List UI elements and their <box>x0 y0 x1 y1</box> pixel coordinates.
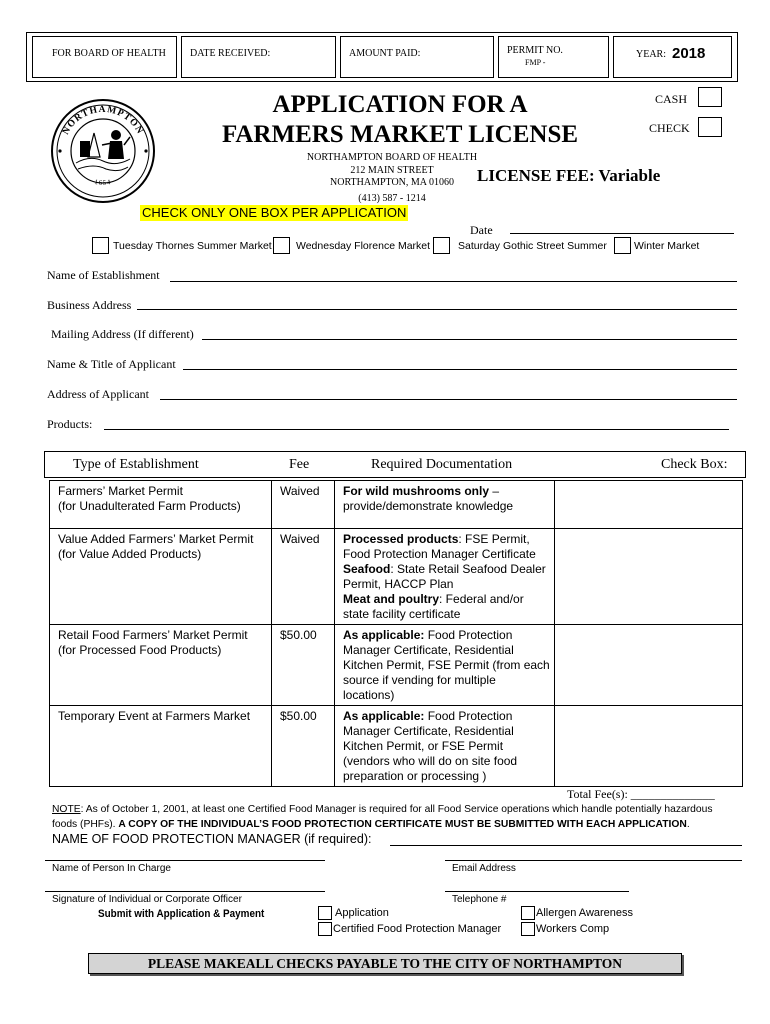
fee-cell: $50.00 <box>272 625 335 706</box>
email-input[interactable] <box>445 860 742 861</box>
type-cell <box>50 625 272 706</box>
market-checkbox-winter[interactable] <box>614 237 631 254</box>
signature-input[interactable] <box>45 891 325 892</box>
type-name: Value Added Farmers’ Market Permit <box>58 532 254 546</box>
check-payment-checkbox[interactable] <box>698 117 722 137</box>
signature-label: Signature of Individual or Corporate Officer <box>52 894 242 905</box>
cash-label: CASH <box>655 92 688 106</box>
check-label: CHECK <box>649 121 690 135</box>
type-cell <box>50 529 272 625</box>
date-line[interactable] <box>510 233 734 234</box>
mailing-address-input[interactable] <box>202 339 737 340</box>
person-in-charge-input[interactable] <box>45 860 325 861</box>
note-bold: A COPY OF THE INDIVIDUAL’S FOOD PROTECTION CERTIFICATE MUST BE SUBMITTED WITH EACH APPLICATION <box>118 819 687 830</box>
doc-text: provide/demonstrate knowledge <box>343 499 514 513</box>
type-desc: (for Unadulterated Farm Products) <box>58 499 241 513</box>
certificate-label: Certified Food Protection Manager <box>333 923 502 935</box>
doc-bold: Meat and poultry <box>343 592 440 606</box>
fee-cell: Waived <box>272 481 335 529</box>
market-checkbox-saturday[interactable] <box>433 237 450 254</box>
type-name: Retail Food Farmers’ Market Permit <box>58 628 248 642</box>
type-desc: (for Value Added Products) <box>58 547 202 561</box>
title-line-2: FARMERS MARKET LICENSE <box>221 121 579 148</box>
page-title <box>218 90 582 150</box>
telephone-label: Telephone # <box>452 894 507 905</box>
docs-cell <box>335 706 555 787</box>
email-label: Email Address <box>452 863 516 874</box>
permit-no-label: PERMIT NO. <box>507 45 563 56</box>
address-line-1: NORTHAMPTON BOARD OF HEALTH <box>306 152 478 163</box>
applicant-input[interactable] <box>183 369 737 370</box>
header-docs: Required Documentation <box>371 457 513 472</box>
seal-bottom-text: 1654 <box>93 177 113 187</box>
address-line-2: 212 MAIN STREET <box>350 164 434 176</box>
row-checkbox-farmers[interactable] <box>555 481 743 529</box>
business-address-input[interactable] <box>137 309 737 310</box>
business-address-label: Business Address <box>47 298 132 312</box>
applicant-address-label: Address of Applicant <box>47 387 149 401</box>
docs-cell <box>335 529 555 625</box>
applicant-address-input[interactable] <box>160 399 737 400</box>
header-fee: Fee <box>289 457 310 472</box>
total-fees[interactable]: Total Fee(s): ______________ <box>567 787 715 801</box>
doc-bold: For wild mushrooms only <box>343 484 490 498</box>
svg-text:1654 <box>94 178 112 187</box>
amount-paid-label: AMOUNT PAID: <box>349 48 421 59</box>
note-end: . <box>686 819 690 830</box>
board-of-health-label: FOR BOARD OF HEALTH <box>52 48 166 59</box>
note-label: NOTE <box>52 804 81 815</box>
manager-name-input[interactable] <box>390 845 742 846</box>
date-received-box[interactable] <box>181 36 336 78</box>
doc-text: – <box>489 484 500 498</box>
establishment-input[interactable] <box>170 281 737 282</box>
market-checkbox-wednesday[interactable] <box>273 237 290 254</box>
instruction-banner: CHECK ONLY ONE BOX PER APPLICATION <box>142 205 407 220</box>
market-label-wednesday: Wednesday Florence Market <box>296 240 431 252</box>
doc-bold: As applicable: <box>343 628 425 642</box>
doc-bold: As applicable: <box>343 709 425 723</box>
table-row <box>50 481 743 529</box>
fee-cell: Waived <box>272 529 335 625</box>
allergen-checkbox[interactable] <box>521 906 535 920</box>
date-label: Date <box>470 223 493 237</box>
footer-banner <box>88 953 682 974</box>
doc-text: Food Protection Manager Certificate, Residential Kitchen Permit, FSE Permit (from each source if vending for multiple locations) <box>343 628 550 702</box>
telephone-input[interactable] <box>445 891 629 892</box>
title-line-1: APPLICATION FOR A <box>272 91 528 118</box>
row-checkbox-temporary[interactable] <box>555 706 743 787</box>
establishment-label: Name of Establishment <box>47 268 160 282</box>
seal-top-text: NORTHAMPTON <box>61 104 145 137</box>
board-of-health-box <box>32 36 177 78</box>
permit-no-box[interactable] <box>498 36 609 78</box>
workers-comp-label: Workers Comp <box>536 923 610 935</box>
applicant-label: Name & Title of Applicant <box>47 357 176 371</box>
year-value: 2018 <box>672 45 706 62</box>
certificate-checkbox[interactable] <box>318 922 332 936</box>
table-header <box>44 451 746 478</box>
permit-prefix: FMP - <box>525 58 546 67</box>
doc-bold: Seafood <box>343 562 391 576</box>
date-received-label: DATE RECEIVED: <box>190 48 271 59</box>
city-seal-icon <box>50 97 156 205</box>
allergen-label: Allergen Awareness <box>536 907 634 919</box>
market-label-tuesday: Tuesday Thornes Summer Market <box>113 240 272 252</box>
fee-cell: $50.00 <box>272 706 335 787</box>
table-row <box>50 625 743 706</box>
address-phone: (413) 587 - 1214 <box>358 192 426 204</box>
type-name: Farmers’ Market Permit <box>58 484 183 498</box>
doc-text: : Federal and/or state facility certificate <box>343 592 524 621</box>
amount-paid-box[interactable] <box>340 36 494 78</box>
note-text: : As of October 1, 2001, at least one Certified Food Manager is required for all Food Service operations which handle potentially hazardous <box>80 804 713 815</box>
workers-comp-checkbox[interactable] <box>521 922 535 936</box>
doc-text: : State Retail Seafood Dealer Permit, HACCP Plan <box>343 562 546 591</box>
person-in-charge-label: Name of Person In Charge <box>52 863 171 874</box>
cash-checkbox[interactable] <box>698 87 722 107</box>
header-check: Check Box: <box>661 457 728 472</box>
table-row <box>50 706 743 787</box>
products-input[interactable] <box>104 429 729 430</box>
docs-cell <box>335 625 555 706</box>
row-checkbox-value-added[interactable] <box>555 529 743 625</box>
fee-table <box>49 480 743 787</box>
note-block <box>52 802 752 832</box>
type-cell <box>50 706 272 787</box>
doc-text: : FSE Permit, Food Protection Manager Certificate <box>343 532 536 561</box>
manager-heading: NAME OF FOOD PROTECTION MANAGER (if required): <box>52 832 372 846</box>
market-checkbox-tuesday[interactable] <box>92 237 109 254</box>
table-row <box>50 529 743 625</box>
address-line-3: NORTHAMPTON, MA 01060 <box>330 177 454 188</box>
submit-label: Submit with Application & Payment <box>98 908 265 920</box>
type-name: Temporary Event at Farmers Market <box>58 709 251 723</box>
year-box <box>613 36 732 78</box>
doc-bold: Processed products <box>343 532 459 546</box>
type-cell <box>50 481 272 529</box>
year-label: YEAR: <box>636 49 666 60</box>
market-label-saturday: Saturday Gothic Street Summer <box>458 240 607 252</box>
footer-text: PLEASE MAKEALL CHECKS PAYABLE TO THE CITY OF NORTHAMPTON <box>147 956 623 971</box>
mailing-address-label: Mailing Address (If different) <box>51 327 194 341</box>
application-label: Application <box>335 907 389 919</box>
doc-text: Food Protection Manager Certificate, Residential Kitchen Permit, or FSE Permit (vendors who will do on site food preparation or processing ) <box>343 709 518 783</box>
note-text-2: foods (PHFs). <box>52 819 119 830</box>
row-checkbox-retail[interactable] <box>555 625 743 706</box>
docs-cell <box>335 481 555 529</box>
header-type: Type of Establishment <box>73 457 199 472</box>
license-fee: LICENSE FEE: Variable <box>477 166 661 185</box>
application-checkbox[interactable] <box>318 906 332 920</box>
type-desc: (for Processed Food Products) <box>58 643 222 657</box>
market-label-winter: Winter Market <box>634 240 700 252</box>
products-label: Products: <box>47 417 93 431</box>
